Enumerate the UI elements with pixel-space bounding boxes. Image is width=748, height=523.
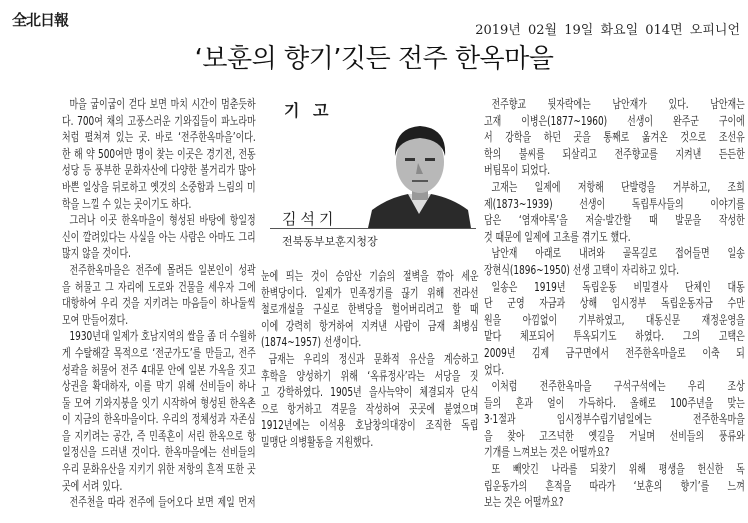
article-text-line: 곳에 서려 있다. [62,478,123,493]
article-text-line: 을 허물고 그 자리에 도로와 건물을 세우자 그에 [62,279,256,294]
article-text-line: 모여 만들어졌다. [62,312,129,327]
author-photo [368,118,471,228]
article-text-line: 1930년대 일제가 호남지역의 쌀을 좀 더 수월하 [69,329,257,344]
article-text-line: 학을 느낄 수 있는 곳이기도 하다. [62,196,192,211]
article-text-line: 을 찾아 고즈넉한 옛길을 거닐며 선비들의 풍류와 [484,428,745,443]
article-column-3 [484,96,745,511]
author-position: 전북동부보훈지청장 [282,235,378,248]
article-text-line: 었다. [484,362,505,377]
article-column-1 [62,96,256,511]
dateline: 2019년 02월 19일 화요일 014면 오피니언 [475,23,740,38]
article-text-line: 전주천을 따라 전주에 들어오다 보면 제일 먼저 [69,495,256,510]
article-text-line: 고재 이병은(1877~1960) 선생이 완주군 구이에 [484,113,745,128]
article-text-line: 보는 것은 어떨까요? [484,495,564,510]
article-text-line: 다. 700여 채의 고풍스러운 기와집들이 파노라마 [62,113,256,128]
article-text-line: 제(1873~1939) 선생이 독립투사들의 이야기를 [484,196,745,211]
article-text-line: 고재는 일제에 저항해 단발령을 거부하고, 조희 [491,179,745,194]
article-text-line: 눈에 띄는 것이 승암산 기슭의 절벽을 깎아 세운 [261,269,479,283]
article-text-line: 고 강학하였다. 1905년 을사늑약이 체결되자 단식 [261,385,479,400]
article-text-line: 성당 등 풍부한 문화자산에 다양한 볼거리가 많아 [62,163,256,178]
article-text-line: (1874~1957) 선생이다. [261,335,362,350]
article-text-line: 학의 불씨를 되살리고 전주향교를 지켜낸 든든한 [484,146,745,161]
article-text-line: 한 해 약 500여만 명이 찾는 이곳은 경기전, 전동 [62,146,256,161]
article-text-line: 버팀목이 되었다. [484,163,551,178]
article-column-2 [261,268,479,451]
article-text-line: 3·1절과 임시정부수립기념일에는 전주한옥마을 [484,412,745,427]
article-text-line: 이처럼 전주한옥마을 구석구석에는 우리 조상 [491,379,745,394]
article-text-line: 그러나 이곳 한옥마을이 형성된 바탕에 항일정 [69,213,256,228]
article-text-line: 많지 않을 것이다. [62,246,131,261]
article-text-line: 전주향교 뒷자락에는 남안재가 있다. 남안재는 [491,97,745,111]
article-text-line: 게 수탈해갈 목적으로 ‘전군가도’를 만들고, 전주 [62,345,256,360]
article-text-line: 1912년에는 이석용 호남창의대장이 조직한 독립 [261,418,479,433]
author-name: 김석기 [282,210,338,228]
article-text-line: 것 때문에 일제에 고초를 겪기도 했다. [484,229,631,244]
article-text-line: 단 군영 자금과 상해 임시정부 독립운동자금 수만 [484,296,745,311]
article-text-line: 한벽당이다. 일제가 민족정기를 끊기 위해 전라선 [261,285,479,300]
article-text-line: 일정신을 드러낸 것이다. 한옥마을에는 선비들의 [62,445,256,460]
article-text-line: 남안재 아래로 내려와 골목길로 접어들면 일송 [491,246,745,261]
article-text-line: 들의 혼과 얼이 가득하다. 올해로 100주년을 맞는 [484,395,745,410]
article-text-line: 바쁜 일상을 뒤로하고 옛것의 소중함과 느림의 미 [62,179,256,194]
article-text-line: 밀맹단 의병활동을 지원했다. [261,434,374,449]
article-text-line: 이 지금의 한옥마을이다. 우리의 정체성과 자존심 [62,412,256,427]
article-text-line: 이에 강력히 항거하여 지켜낸 사람이 금재 최병심 [261,318,479,333]
section-label: 기 고 [284,101,333,120]
newspaper-logo: 全北日報 [12,11,69,29]
article-text-line: 기개를 느껴보는 것은 어떨까요? [484,445,610,460]
article-text-line: 상권을 확대하자, 이를 막기 위해 선비들이 하나 [62,379,256,394]
article-text-line: 마을 굽이굽이 걷다 보면 마치 시간이 멈춘듯하 [69,97,256,111]
article-text-line: 성곽을 허물어 전주 4대문 안에 일본 가옥을 짓고 [62,362,256,377]
article-text-line: 후학을 양성하기 위해 ‘옥류정사’라는 서당을 짓 [261,368,479,383]
divider [270,228,476,229]
article-text-line: 담은 ‘염재야록’을 저술·발간할 때 발문을 작성한 [484,213,745,228]
article-text-line: 을 지키려는 공간, 즉 민족혼이 서린 한옥으로 항 [62,428,256,443]
article-text-line: 맡다 체포되어 투옥되기도 하였다. 그의 고택은 [484,329,745,344]
article-text-line: 2009년 김제 금구면에서 전주한옥마을로 이축 되 [484,345,745,360]
article-text-line: 전주한옥마을은 전주에 몰려든 일본인이 성곽 [69,262,256,277]
article-text-line: 철로개설을 구실로 한벽당을 헐어버리려고 할 때 [261,302,479,317]
article-text-line: 둘 모여 기와지붕을 잇기 시작하여 형성된 한옥촌 [62,395,256,410]
article-title: ‘보훈의 향기’깃든 전주 한옥마을 [194,44,554,74]
article-text-line: 신이 깔려있다는 사실을 아는 사람은 아마도 그리 [62,229,256,244]
article-text-line: 립운동가의 흔적을 따라가 ‘보훈의 향기’를 느껴 [484,478,745,493]
article-text-line: 일송은 1919년 독립운동 비밀결사 단체인 대동 [491,279,745,294]
article-text-line: 금재는 우리의 정신과 문화적 유산을 계승하고 [268,351,479,366]
article-text-line: 으로 항거하고 격문을 작성하여 곳곳에 붙였으며 [261,401,479,416]
article-text-line: 대항하여 우리 것을 지키려는 마음들이 하나둘씩 [62,296,256,311]
article-text-line: 우리 문화유산을 지키기 위한 저항의 흔적 또한 곳 [62,462,256,477]
article-text-line: 원을 아낌없이 기부하였고, 대동신문 재정운영을 [484,312,745,327]
article-text-line: 서 강학을 하던 곳을 통째로 옮겨온 것으로 조선유 [484,130,745,145]
article-text-line: 장현식(1896~1950) 선생 고택이 자리하고 있다. [484,262,680,277]
article-text-line: 처럼 펼쳐져 있는 곳. 바로 ‘전주한옥마을’이다. [62,130,256,145]
article-text-line: 또 빼앗긴 나라를 되찾기 위해 평생을 헌신한 독 [491,462,745,477]
